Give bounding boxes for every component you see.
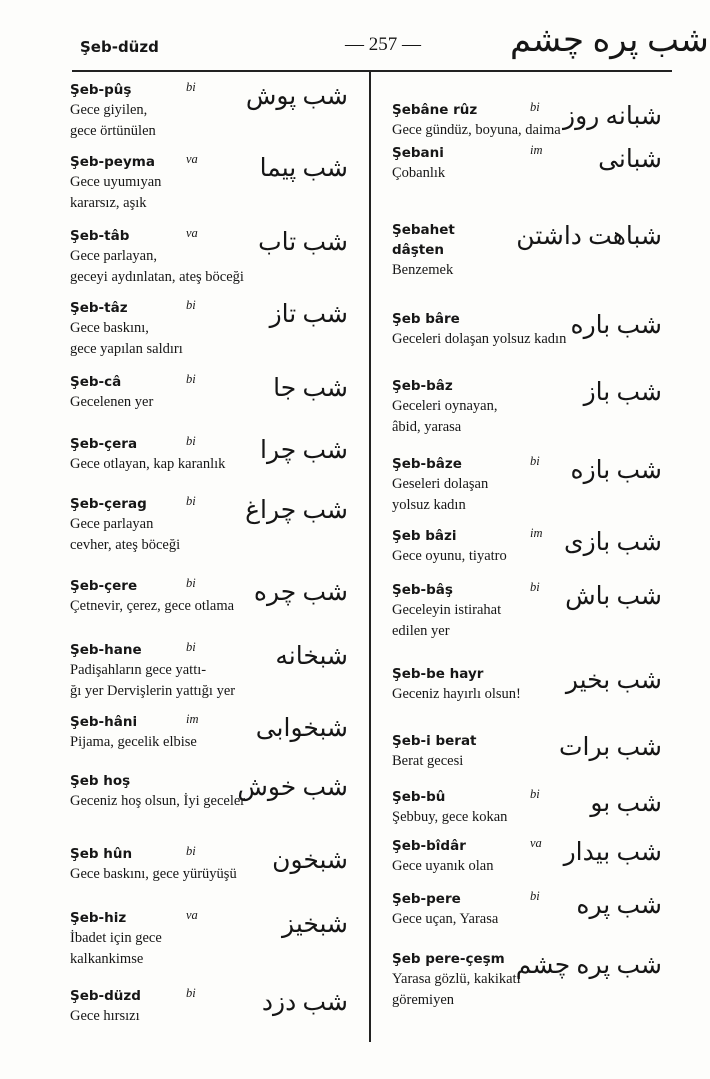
entry-headword: Şeb-peyma xyxy=(70,154,155,170)
entry-headword: Şeb-çerag xyxy=(70,496,147,512)
entry-ottoman-script: شب بازی xyxy=(564,529,662,556)
entry-grammar: bi xyxy=(186,434,196,448)
entry-grammar: va xyxy=(186,908,198,922)
entry-grammar: bi xyxy=(186,986,196,1000)
entry-definition: Berat gecesi xyxy=(392,753,464,769)
entry-grammar: va xyxy=(186,226,198,240)
entry-headword: Şeb-çera xyxy=(70,436,138,452)
entry-definition: Gece giyilen, gece örtünülen xyxy=(70,102,156,139)
guide-word-left: Şeb-düzd xyxy=(80,38,159,56)
entry-ottoman-script: شب چره xyxy=(253,579,348,606)
entry-headword: Şeb-bîdâr xyxy=(392,838,466,854)
dictionary-entry xyxy=(392,100,662,141)
entry-headword: Şeb-bâş xyxy=(392,582,453,598)
page-number: — 257 — xyxy=(345,34,421,55)
entry-definition: Geceleri oynayan, âbid, yarasa xyxy=(392,398,498,435)
entry-headword: Şeb pere-çeşm xyxy=(392,951,505,967)
entry-definition: Gece baskını, gece yapılan saldırı xyxy=(70,320,183,357)
entry-grammar: bi xyxy=(186,372,196,386)
entry-ottoman-script: شب چرا xyxy=(260,437,348,464)
entry-ottoman-script: شبانی xyxy=(598,146,662,173)
entry-ottoman-script: شب تاب xyxy=(258,229,348,256)
entry-ottoman-script: شب پره چشم xyxy=(515,952,662,979)
entry-ottoman-script: شبخیز xyxy=(282,911,348,938)
entry-definition: Şebbuy, gece kokan xyxy=(392,809,508,825)
dictionary-entry xyxy=(392,889,662,930)
dictionary-entry xyxy=(70,80,348,142)
dictionary-entry xyxy=(392,376,662,438)
entry-grammar: bi xyxy=(530,100,540,114)
dictionary-entry xyxy=(392,836,662,877)
entry-ottoman-script: شب بازه xyxy=(570,457,662,484)
dictionary-entry xyxy=(70,434,348,475)
entry-definition: Yarasa gözlü, kakikatı göremiyen xyxy=(392,971,521,1008)
entry-headword: Şeb-pûş xyxy=(70,82,132,98)
entry-headword: Şeb bâzi xyxy=(392,528,457,544)
entry-headword: Şeb-hâni xyxy=(70,714,138,730)
entry-ottoman-script: شبخوابی xyxy=(255,715,348,742)
entry-grammar: bi xyxy=(186,494,196,508)
entry-grammar: bi xyxy=(530,787,540,801)
entry-ottoman-script: شب خوش xyxy=(237,774,348,801)
entry-definition: Gece baskını, gece yürüyüşü xyxy=(70,866,237,882)
entry-definition: Geceleri dolaşan yolsuz kadın xyxy=(392,331,567,347)
entry-headword: Şeb-i berat xyxy=(392,733,477,749)
entry-grammar: im xyxy=(530,143,543,157)
entry-definition: Gece oyunu, tiyatro xyxy=(392,548,507,564)
entry-headword: Şeb-hiz xyxy=(70,910,127,926)
entry-grammar: va xyxy=(186,152,198,166)
entry-ottoman-script: شب پره xyxy=(576,892,662,919)
entry-ottoman-script: شبخانه xyxy=(275,643,348,670)
entry-ottoman-script: شبخون xyxy=(272,847,348,874)
entry-definition: Benzemek xyxy=(392,262,454,278)
entry-grammar: bi xyxy=(186,844,196,858)
dictionary-entry xyxy=(70,986,348,1027)
entry-definition: Padişahların gece yattı- ğı yer Dervişlerin yattığı yer xyxy=(70,662,236,699)
entry-headword: Şeb-bû xyxy=(392,789,446,805)
dictionary-entry xyxy=(70,771,348,812)
entry-ottoman-script: شب چراغ xyxy=(245,497,348,524)
entry-definition: Geceniz hayırlı olsun! xyxy=(392,686,521,702)
entry-grammar: bi xyxy=(530,889,540,903)
entry-ottoman-script: شب باش xyxy=(565,583,662,610)
dictionary-entry xyxy=(392,949,662,1011)
entry-grammar: im xyxy=(530,526,543,540)
entry-ottoman-script: شب بخیر xyxy=(565,667,662,694)
entry-headword: Şeb-câ xyxy=(70,374,122,390)
dictionary-entry xyxy=(70,372,348,413)
entry-definition: Gece gündüz, boyuna, daima xyxy=(392,122,561,138)
header-rule xyxy=(72,70,672,72)
page-header xyxy=(0,0,710,70)
entry-definition: Gece uçan, Yarasa xyxy=(392,911,499,927)
entry-grammar: bi xyxy=(186,80,196,94)
entry-headword: Şeb-bâze xyxy=(392,456,462,472)
entry-ottoman-script: شب باره xyxy=(570,312,662,339)
entry-definition: Gecelenen yer xyxy=(70,394,154,410)
entry-definition: Gece parlayan, geceyi aydınlatan, ateş böceği xyxy=(70,248,244,285)
dictionary-entry xyxy=(392,143,662,184)
dictionary-entry xyxy=(70,494,348,556)
entry-headword: Şebâne rûz xyxy=(392,102,478,118)
dictionary-entry xyxy=(392,454,662,516)
entry-headword: Şeb-pere xyxy=(392,891,461,907)
entry-ottoman-script: شب باز xyxy=(583,379,662,406)
dictionary-entry xyxy=(70,152,348,214)
entry-grammar: bi xyxy=(530,454,540,468)
column-divider xyxy=(369,70,371,1042)
entry-ottoman-script: شب دزد xyxy=(261,989,348,1016)
entry-grammar: bi xyxy=(186,640,196,654)
dictionary-entry xyxy=(70,298,348,360)
entry-ottoman-script: شبانه روز xyxy=(563,103,662,130)
dictionary-entry xyxy=(392,526,662,567)
dictionary-entry xyxy=(70,712,348,753)
dictionary-entry xyxy=(392,787,662,828)
entry-ottoman-script: شب جا xyxy=(273,375,348,402)
entry-definition: Gece parlayan cevher, ateş böceği xyxy=(70,516,181,553)
dictionary-entry xyxy=(392,220,662,281)
entry-definition: İbadet için gece kalkankimse xyxy=(70,930,162,967)
dictionary-entry xyxy=(392,580,662,642)
guide-word-right: شب پره چشم xyxy=(510,22,709,59)
entry-headword: Şeb hoş xyxy=(70,773,131,789)
entry-definition: Çetnevir, çerez, gece otlama xyxy=(70,598,235,614)
dictionary-entry xyxy=(70,844,348,885)
entry-headword: Şeb-tâz xyxy=(70,300,128,316)
entry-headword: Şeb bâre xyxy=(392,311,460,327)
dictionary-entry xyxy=(392,309,662,350)
entry-grammar: im xyxy=(186,712,199,726)
entry-definition: Geceniz hoş olsun, İyi geceler xyxy=(70,793,246,809)
entry-ottoman-script: شب پوش xyxy=(245,83,348,110)
entry-headword: Şeb-hane xyxy=(70,642,142,658)
entry-headword: Şebahet dâşten xyxy=(392,222,455,258)
entry-ottoman-script: شب تاز xyxy=(269,301,348,328)
entry-ottoman-script: شباهت داشتن xyxy=(516,223,662,250)
entry-definition: Gece otlayan, kap karanlık xyxy=(70,456,226,472)
entry-ottoman-script: شب پیما xyxy=(259,155,348,182)
entry-headword: Şeb-tâb xyxy=(70,228,130,244)
entry-grammar: bi xyxy=(530,580,540,594)
entry-headword: Şeb hûn xyxy=(70,846,133,862)
entry-ottoman-script: شب بو xyxy=(590,790,662,817)
entry-definition: Gece hırsızı xyxy=(70,1008,140,1024)
dictionary-entry xyxy=(392,664,662,705)
entry-ottoman-script: شب بیدار xyxy=(563,839,662,866)
entry-headword: Şeb-bâz xyxy=(392,378,453,394)
dictionary-entry xyxy=(70,226,348,288)
entry-definition: Pijama, gecelik elbise xyxy=(70,734,197,750)
entry-ottoman-script: شب برات xyxy=(559,734,662,761)
entry-definition: Gece uyanık olan xyxy=(392,858,494,874)
entry-headword: Şeb-be hayr xyxy=(392,666,484,682)
entry-grammar: va xyxy=(530,836,542,850)
entry-definition: Gece uyumıyan kararsız, aşık xyxy=(70,174,162,211)
entry-definition: Geceleyin istirahat edilen yer xyxy=(392,602,502,639)
entry-headword: Şebani xyxy=(392,145,444,161)
entry-headword: Şeb-çere xyxy=(70,578,138,594)
dictionary-entry xyxy=(70,908,348,970)
dictionary-entry xyxy=(392,731,662,772)
entry-grammar: bi xyxy=(186,576,196,590)
entry-grammar: bi xyxy=(186,298,196,312)
entry-definition: Çobanlık xyxy=(392,165,446,181)
dictionary-entry xyxy=(70,640,348,702)
entry-definition: Geseleri dolaşan yolsuz kadın xyxy=(392,476,489,513)
entry-headword: Şeb-düzd xyxy=(70,988,141,1004)
dictionary-entry xyxy=(70,576,348,617)
